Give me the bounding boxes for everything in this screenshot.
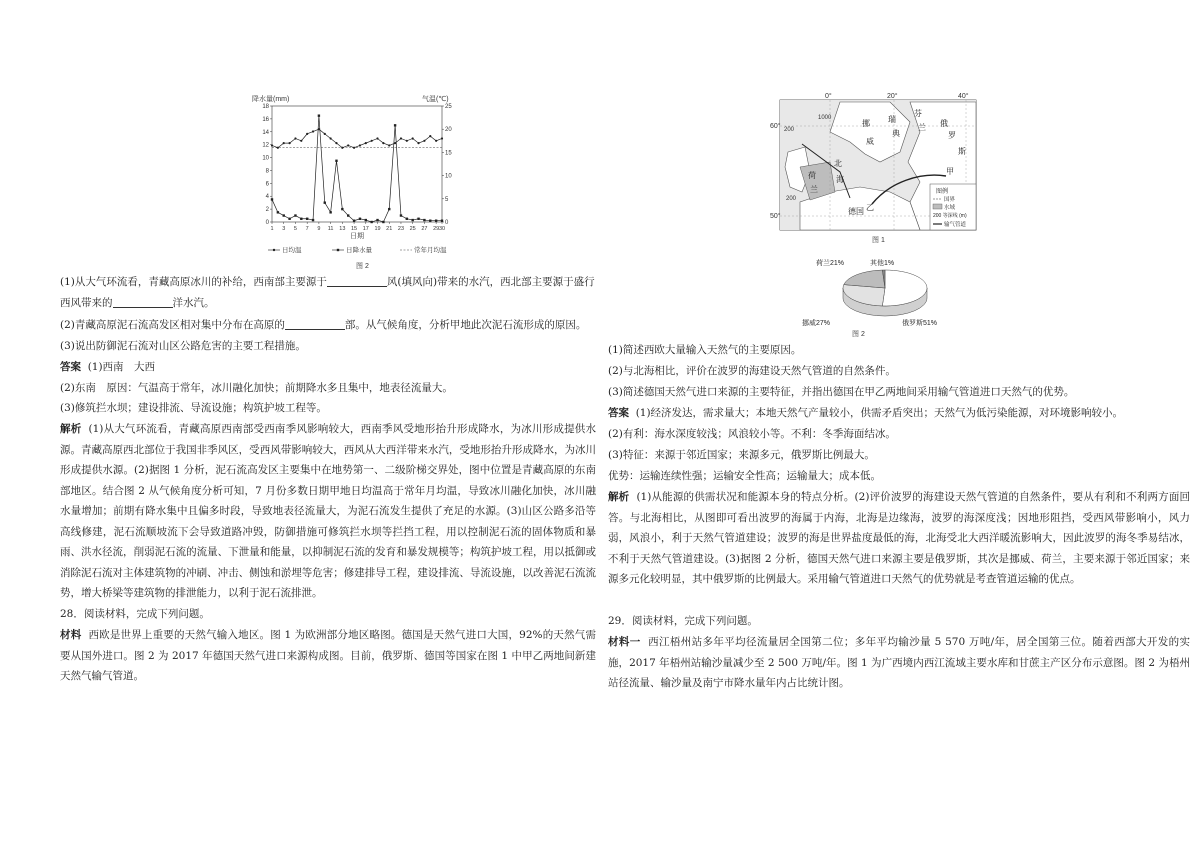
daily-precip-point — [365, 219, 367, 221]
daily-precip-point — [417, 218, 419, 220]
r-answer-1: (1)经济发达，需求量大；本地天然气产量较小，供需矛盾突出；天然气为低污染能源，对环境影响较小。 — [635, 407, 1124, 419]
material-text: 西欧是世界上重要的天然气输入地区。图 1 为欧洲部分地区略图。德国是天然气进口大国，92%的天然气需要从国外进口。图 2 为 2017 年德国天然气进口来源构成图。目前，俄罗斯、德国等国家在图 1 中甲乙两地间新建天然气输气管道。 — [60, 629, 596, 682]
r-analysis-text: (1)从能源的供需状况和能源本身的特点分析。(2)评价波罗的海建设天然气管道的自然条件，要从有利和不利两方面回答。与北海相比，从图即可看出波罗的海属于内海，北海是边缘海，波罗的海深度浅；因地形阻挡，受西风带影响小，风力弱，风浪小，利于天然气管道建设；波罗的海是世界盐度最低的海，北海受北大西洋暖流影响大，因此波罗的海冬季易结冰，不利于天然气管道建设。(3)据图 2 分析，德国天然气进口来源主要是俄罗斯，其次是挪威、荷兰，主要来源于邻近国家；来源多元化较明显，其中俄罗斯的比例最大。采用输气管道进口天然气的优势就是考查管道运输的优点。 — [608, 491, 1190, 585]
answer-2: (2)东南 原因：气温高于常年，冰川融化加快；前期降水多且集中，地表径流量大。 — [60, 382, 453, 394]
analysis-text: (1)从大气环流看，青藏高原西南部受西南季风影响较大，西南季风受地形抬升形成降水，为冰川形成提供水源。青藏高原西北部位于我国非季风区，受西风带影响较大，西风从大西洋带来水汽，受地形抬升形成降水，为冰川形成提供水源。(2)据图 1 分析，泥石流高发区主要集中在地势第一、二级阶梯交界处，图中位置是青藏高原的东南部地区。结合图 2 从气候角度分析可知，7 月份多数日期甲地日均温高于常年月均温，导致冰川融化加快，冰川融水量增加；前期有降水集中且偏多时段，导致地表径流量大，为泥石流发生提供了充足的水源。(3)山区公路多沿等高线修建，泥石流顺坡流下会导致道路冲毁，防御措施可修筑拦水坝等拦挡工程，用以控制泥石流的固体物质和暴雨、洪水径流，削弱泥石流的流量、下泄量和能量，以抑制泥石流的发育和暴发规模等；构筑护坡工程，用以抵御或消除泥石流对主体建筑物的冲刷、冲击、侧蚀和淤埋等危害；修建排导工程，建设排流、导流设施，以改善泥石流流势，增大桥梁等建筑物的排泄能力，以利于泥石流排泄。 — [60, 423, 596, 599]
series-daily-temp-line — [272, 129, 442, 148]
daily-temp-point — [306, 133, 308, 135]
x-tick-label: 5 — [293, 226, 297, 232]
daily-temp-point — [335, 142, 337, 144]
chart-caption: 图 2 — [356, 263, 369, 270]
daily-temp-point — [441, 137, 443, 139]
daily-precip-point — [388, 208, 390, 210]
daily-temp-point — [359, 144, 361, 146]
r-question-3: (3)简述德国天然气进口来源的主要特征，并指出德国在甲乙两地间采用输气管道进口天然气的优势。 — [608, 386, 1075, 398]
daily-precip-point — [300, 218, 302, 220]
legend-border: 国界 — [944, 197, 956, 203]
legend-isobath: 200 等深线 (m) — [933, 213, 967, 219]
daily-temp-point — [382, 142, 384, 144]
place-wei: 威 — [866, 137, 874, 146]
y-right-tick-label: 0 — [445, 220, 449, 226]
r-answer-line-1 — [608, 403, 1190, 424]
y-right-tick-label: 25 — [445, 104, 452, 110]
x-tick-label: 7 — [305, 226, 309, 232]
daily-precip-point — [441, 220, 443, 222]
r-material-label: 材料一 — [608, 636, 641, 648]
analysis-label: 解析 — [60, 423, 82, 435]
y-right-tick-label: 10 — [445, 173, 452, 180]
daily-temp-point — [435, 140, 437, 142]
y-left-tick-label: 4 — [265, 194, 269, 201]
legend-swatch-square — [337, 249, 339, 251]
legend-label: 常年月均温 — [414, 247, 447, 254]
daily-temp-point — [412, 137, 414, 139]
r-material-block — [608, 632, 1190, 694]
daily-precip-point — [406, 218, 408, 220]
pie-slice — [844, 270, 885, 288]
place-si: 斯 — [958, 147, 966, 156]
daily-precip-point — [353, 220, 355, 222]
daily-precip-point — [370, 221, 372, 223]
daily-precip-point — [429, 220, 431, 222]
x-tick-label: 19 — [374, 226, 381, 232]
answer-line-1 — [60, 357, 596, 378]
x-tick-label: 23 — [397, 226, 405, 232]
analysis-block — [60, 419, 596, 604]
place-bei: 北 — [834, 159, 842, 168]
lon-label-40: 40° — [958, 93, 969, 100]
place-rui: 瑞 — [888, 115, 896, 124]
material-label: 材料 — [60, 629, 82, 641]
question-3: (3)说出防御泥石流对山区公路危害的主要工程措施。 — [60, 340, 306, 352]
y-right-tick-label: 20 — [445, 127, 452, 134]
place-he: 荷 — [808, 171, 816, 180]
place-yi: 乙 — [866, 203, 874, 212]
daily-temp-point — [406, 140, 408, 142]
depth-label-200b: 200 — [786, 196, 797, 202]
daily-temp-point — [324, 133, 326, 135]
map-legend — [930, 184, 976, 230]
x-tick-label: 15 — [351, 226, 358, 232]
x-axis-label: 日期 — [350, 233, 364, 240]
y-left-tick-label: 0 — [265, 220, 269, 226]
y-left-tick-label: 2 — [265, 207, 269, 214]
lon-label-20: 20° — [887, 93, 898, 100]
daily-precip-point — [324, 201, 326, 203]
daily-precip-point — [394, 124, 396, 126]
legend-pipeline: 输气管道 — [944, 222, 967, 228]
daily-precip-point — [312, 219, 314, 221]
x-tick-label: 25 — [409, 226, 416, 232]
daily-temp-point — [423, 140, 425, 142]
x-tick-label: 9 — [317, 226, 321, 232]
daily-temp-point — [365, 142, 367, 144]
y-left-label: 降水量(mm) — [252, 96, 290, 103]
x-tick-label: 27 — [421, 226, 428, 232]
place-germany: 德国 — [848, 207, 864, 216]
r-analysis-block — [608, 487, 1190, 590]
daily-precip-point — [318, 114, 320, 116]
y-left-tick-label: 14 — [262, 129, 269, 136]
europe-map — [770, 92, 986, 252]
daily-temp-point — [271, 144, 273, 146]
daily-precip-point — [277, 211, 279, 213]
daily-temp-point — [330, 137, 332, 139]
daily-precip-point — [435, 220, 437, 222]
y-right-label: 气温(℃) — [422, 96, 449, 103]
daily-precip-point — [423, 219, 425, 221]
daily-precip-point — [283, 214, 285, 216]
daily-temp-point — [353, 147, 355, 149]
daily-precip-point — [347, 214, 349, 216]
depth-label-1000: 1000 — [818, 115, 832, 121]
daily-temp-point — [283, 142, 285, 144]
place-fen: 芬 — [914, 109, 922, 118]
place-no: 挪 — [862, 119, 870, 128]
y-right-tick-label: 15 — [445, 150, 452, 157]
x-tick-label: 29 — [433, 226, 440, 232]
climate-chart — [250, 92, 470, 270]
pie-label-other: 其他1% — [870, 260, 895, 267]
answer-1: (1)西南 大西 — [87, 361, 156, 373]
daily-temp-point — [294, 137, 296, 139]
daily-precip-point — [306, 218, 308, 220]
daily-temp-point — [341, 147, 343, 149]
y-left-tick-label: 8 — [265, 168, 269, 175]
q2-text-a: (2)青藏高原泥石流高发区相对集中分布在高原的 — [60, 319, 285, 331]
r-answer-label: 答案 — [608, 407, 629, 419]
q1-text-c: 西风带来的 — [60, 296, 113, 309]
daily-temp-point — [288, 142, 290, 144]
blank-1[interactable] — [327, 274, 387, 287]
daily-temp-point — [400, 137, 402, 139]
plot-frame — [272, 106, 442, 222]
daily-precip-point — [271, 198, 273, 200]
pie-label-netherlands: 荷兰21% — [816, 260, 845, 267]
r-question-2: (2)与北海相比，评价在波罗的海建设天然气管道的自然条件。 — [608, 365, 896, 377]
legend-title: 图例 — [936, 189, 949, 195]
q1-text-b: 风(填风向)带来的水汽，西北部主要源于盛行 — [386, 276, 595, 288]
place-luo: 罗 — [948, 131, 956, 140]
pie-label-russia: 俄罗斯51% — [902, 320, 938, 327]
lat-label-50: 50° — [770, 213, 781, 220]
legend-label: 日降水量 — [346, 247, 372, 254]
r-answer-2: (2)有利：海水深度较浅；风浪较小等。不利：冬季海面结冰。 — [608, 428, 896, 440]
q2-text-b: 部。从气候角度，分析甲地此次泥石流形成的原因。 — [344, 319, 587, 331]
answer-label: 答案 — [60, 361, 81, 373]
x-tick-label: 13 — [339, 226, 346, 232]
r-question-1: (1)简述西欧大量输入天然气的主要原因。 — [608, 344, 802, 356]
lat-label-60: 60° — [770, 123, 781, 130]
r-answer-3: (3)特征：来源于邻近国家；来源多元，俄罗斯比例最大。 — [608, 449, 875, 461]
daily-temp-point — [347, 144, 349, 146]
daily-precip-point — [335, 160, 337, 162]
daily-temp-point — [300, 140, 302, 142]
q1-text-d: 洋水汽。 — [172, 296, 215, 309]
legend-label: 日均温 — [282, 247, 302, 254]
daily-precip-point — [400, 214, 402, 216]
pie-label-norway: 挪威27% — [802, 320, 831, 327]
pie-caption: 图 2 — [852, 331, 865, 338]
x-tick-label: 3 — [282, 226, 286, 232]
place-jia: 甲 — [946, 167, 954, 176]
question-1 — [60, 272, 596, 313]
r-material-text: 西江梧州站多年平均径流量居全国第二位；多年平均输沙量 5 570 万吨/年，居全国第三位。随着西部大开发的实施，2017 年梧州站输沙量减少至 2 500 万吨/年。图 1 为广西境内西江流域主要水库和甘蔗主产区分布示意图。图 2 为梧州站径流量、输沙量及南宁市降水量年内占比统计图。 — [608, 636, 1190, 689]
x-tick-label: 1 — [270, 226, 274, 232]
x-tick-label: 30 — [438, 226, 446, 232]
place-lan2: 兰 — [918, 123, 926, 132]
question-28: 28．阅读材料，完成下列问题。 — [60, 608, 210, 620]
r-analysis-label: 解析 — [608, 491, 630, 503]
daily-temp-point — [429, 135, 431, 137]
daily-precip-point — [376, 219, 378, 221]
daily-precip-point — [411, 219, 413, 221]
y-left-tick-label: 6 — [265, 181, 269, 188]
series-daily-precip-line — [272, 116, 442, 222]
blank-3[interactable] — [285, 317, 345, 330]
map-caption: 图 1 — [872, 237, 885, 244]
y-left-tick-label: 12 — [262, 142, 269, 149]
q1-text-a: (1)从大气环流看，青藏高原冰川的补给，西南部主要源于 — [60, 276, 327, 288]
x-tick-label: 17 — [362, 226, 369, 232]
blank-2[interactable] — [113, 295, 173, 308]
question-2 — [60, 315, 596, 336]
daily-precip-point — [341, 208, 343, 210]
daily-precip-point — [359, 218, 361, 220]
x-tick-label: 21 — [386, 226, 393, 232]
place-dian: 典 — [892, 129, 900, 138]
legend-swatch-dot — [273, 249, 275, 251]
y-left-tick-label: 16 — [262, 116, 269, 123]
answer-3: (3)修筑拦水坝；建设排流、导流设施；构筑护坡工程等。 — [60, 402, 327, 414]
depth-label-200a: 200 — [784, 127, 795, 133]
daily-temp-point — [376, 137, 378, 139]
r-answer-4: 优势：运输连续性强；运输安全性高；运输量大；成本低。 — [608, 470, 881, 482]
lon-label-0: 0° — [825, 93, 832, 100]
daily-precip-point — [382, 221, 384, 223]
daily-precip-point — [294, 214, 296, 216]
daily-precip-point — [288, 218, 290, 220]
daily-temp-point — [388, 144, 390, 146]
y-left-tick-label: 18 — [262, 104, 269, 110]
place-lan: 兰 — [810, 185, 818, 194]
daily-temp-point — [312, 130, 314, 132]
pie-chart — [800, 252, 970, 338]
daily-precip-point — [329, 211, 331, 213]
material-block — [60, 625, 596, 687]
place-e: 俄 — [940, 119, 948, 128]
daily-temp-point — [417, 142, 419, 144]
y-left-tick-label: 10 — [262, 155, 269, 162]
daily-temp-point — [277, 147, 279, 149]
question-29: 29．阅读材料，完成下列问题。 — [608, 615, 758, 627]
place-hai: 海 — [836, 175, 844, 184]
daily-temp-point — [371, 140, 373, 142]
y-right-tick-label: 5 — [445, 196, 449, 203]
legend-water: 水域 — [944, 205, 956, 211]
chart-legend — [268, 245, 447, 254]
x-tick-label: 11 — [327, 226, 334, 232]
